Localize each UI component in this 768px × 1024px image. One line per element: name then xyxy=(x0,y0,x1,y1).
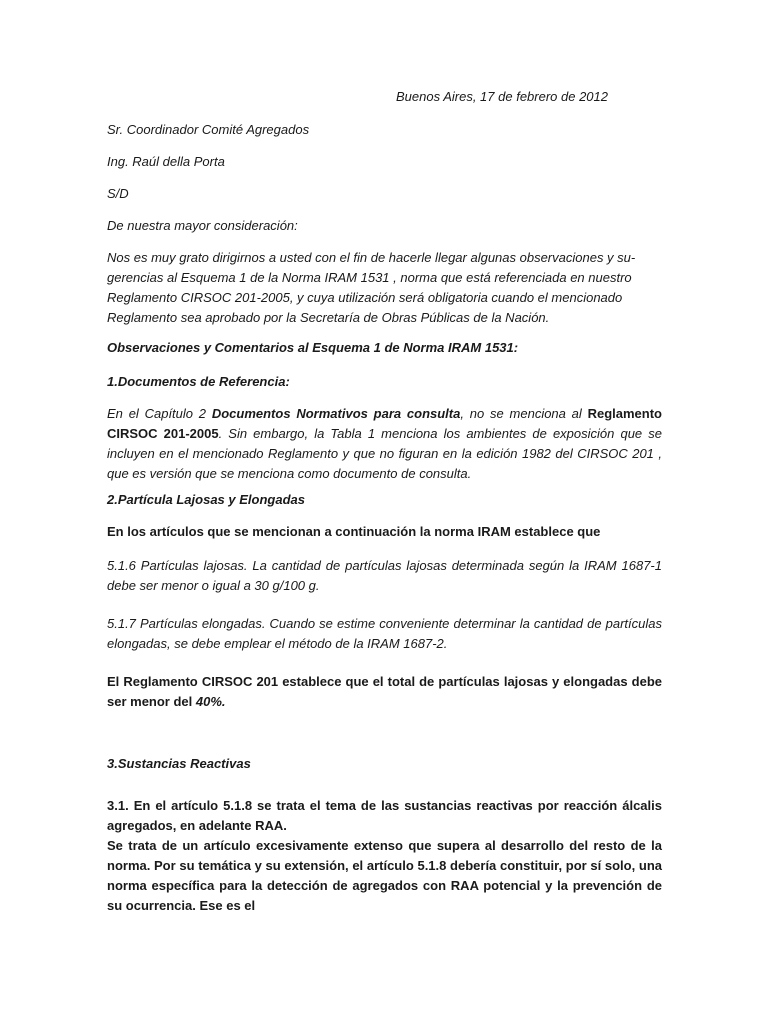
reglamento-text: El Reglamento CIRSOC 201 establece que el total de partículas lajosas y elongadas debe ser menor del xyxy=(107,674,662,709)
recipient-line-2: Ing. Raúl della Porta xyxy=(107,154,225,169)
s1-text-c: , no se menciona al xyxy=(460,406,588,421)
salutation: De nuestra mayor consideración: xyxy=(107,218,298,233)
section-2-heading: 2.Partícula Lajosas y Elongadas xyxy=(107,492,305,507)
intro-line-1: Nos es muy grato dirigirnos a usted con el fin de hacerle llegar algunas observaciones y su- xyxy=(107,250,636,265)
section-1-heading: 1.Documentos de Referencia: xyxy=(107,374,290,389)
s1-doc-title: Documentos Normativos para consulta xyxy=(211,406,461,421)
recipient-line-3: S/D xyxy=(107,186,129,201)
intro-line-4: Reglamento sea aprobado por la Secretaría de Obras Públicas de la Nación. xyxy=(107,310,550,325)
s1-text-a: En el Capítulo 2 xyxy=(107,406,212,421)
section-1-paragraph xyxy=(107,404,662,484)
section-3-heading: 3.Sustancias Reactivas xyxy=(107,756,251,771)
article-5-1-7: 5.1.7 Partículas elongadas. Cuando se estime conveniente determinar la cantidad de partículas elongadas, se debe emplear el método de la IRAM 1687-2. xyxy=(107,616,662,651)
intro-paragraph xyxy=(107,248,662,328)
recipient-line-1: Sr. Coordinador Comité Agregados xyxy=(107,122,310,137)
reglamento-statement xyxy=(107,672,662,712)
intro-line-2: gerencias al Esquema 1 de la Norma IRAM 1531 , norma que está referenciada en nuestro xyxy=(107,270,632,285)
section-2-intro: En los artículos que se mencionan a continuación la norma IRAM establece que xyxy=(107,524,601,539)
reglamento-percent: 40%. xyxy=(195,694,226,709)
s1-text-e: . Sin embargo, la Tabla 1 menciona los ambientes de exposición que se incluyen en el mencionado Reglamento y que no figuran en la edición 1982 del CIRSOC 201 , que es versión que se menciona como documento de consulta. xyxy=(107,426,662,481)
section-3-paragraph-2: Se trata de un artículo excesivamente extenso que supera al desarrollo del resto de la norma. Por su temática y su extensión, el artículo 5.1.8 debería constituir, por sí solo, una norma específica para la detección de agregados con RAA potencial y la prevención de su ocurrencia. Ese es el xyxy=(107,838,662,913)
letter-date: Buenos Aires, 17 de febrero de 2012 xyxy=(396,89,608,104)
article-5-1-6: 5.1.6 Partículas lajosas. La cantidad de partículas lajosas determinada según la IRAM 1687-1 debe ser menor o igual a 30 g/100 g. xyxy=(107,558,662,593)
main-heading: Observaciones y Comentarios al Esquema 1 de Norma IRAM 1531: xyxy=(107,340,519,355)
s1-reglamento: Reglamento CIRSOC 201-2005 xyxy=(107,406,662,441)
intro-line-3: Reglamento CIRSOC 201-2005, y cuya utilización será obligatoria cuando el mencionado xyxy=(107,290,623,305)
section-3-paragraph-1: 3.1. En el artículo 5.1.8 se trata el tema de las sustancias reactivas por reacción álcalis agregados, en adelante RAA. xyxy=(107,798,662,833)
